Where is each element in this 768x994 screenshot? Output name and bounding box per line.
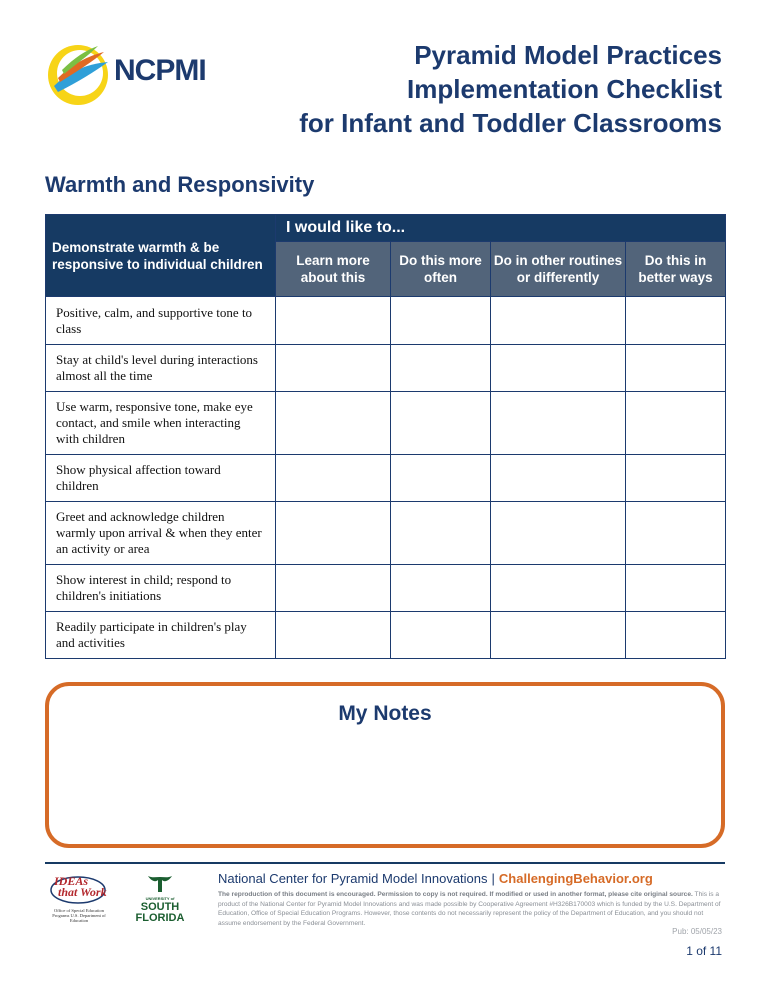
table-row bbox=[46, 612, 726, 659]
checkbox-cell[interactable] bbox=[276, 392, 391, 455]
usf-bull-logo-icon bbox=[146, 872, 174, 894]
column-header-other-routines: Do in other routines or differently bbox=[491, 242, 626, 297]
title-line-1: Pyramid Model Practices bbox=[414, 40, 722, 70]
checkbox-cell[interactable] bbox=[626, 297, 726, 345]
checkbox-cell[interactable] bbox=[276, 565, 391, 612]
checkbox-cell[interactable] bbox=[491, 565, 626, 612]
column-header-learn-more: Learn more about this bbox=[276, 242, 391, 297]
table-row bbox=[46, 502, 726, 565]
usf-logo-line-1: UNIVERSITY of bbox=[145, 896, 175, 901]
ideas-logo-line-1: IDEAs bbox=[54, 874, 89, 888]
publication-date: Pub: 05/05/23 bbox=[672, 927, 722, 936]
practice-item: Use warm, responsive tone, make eye contact, and smile when interacting with children bbox=[46, 392, 276, 455]
checkbox-cell[interactable] bbox=[391, 392, 491, 455]
checkbox-cell[interactable] bbox=[491, 455, 626, 502]
usf-logo bbox=[132, 872, 188, 930]
checkbox-cell[interactable] bbox=[391, 455, 491, 502]
checkbox-cell[interactable] bbox=[276, 612, 391, 659]
footer-divider bbox=[45, 862, 725, 864]
checkbox-cell[interactable] bbox=[391, 565, 491, 612]
footer-legal-text bbox=[218, 890, 722, 928]
checkbox-cell[interactable] bbox=[626, 455, 726, 502]
ncpmi-logo bbox=[44, 42, 216, 108]
checkbox-cell[interactable] bbox=[276, 502, 391, 565]
practice-item: Positive, calm, and supportive tone to class bbox=[46, 297, 276, 345]
checkbox-cell[interactable] bbox=[391, 297, 491, 345]
section-heading: Warmth and Responsivity bbox=[45, 172, 315, 197]
column-header-better-ways: Do this in better ways bbox=[626, 242, 726, 297]
checkbox-cell[interactable] bbox=[491, 297, 626, 345]
ncpmi-logo-text: NCPMI bbox=[114, 54, 206, 87]
table-row bbox=[46, 565, 726, 612]
document-title bbox=[252, 38, 722, 140]
practice-item: Show interest in child; respond to children's initiations bbox=[46, 565, 276, 612]
footer-legal-bold: The reproduction of this document is encouraged. Permission to copy is not required. If modified or used in another format, please cite original source. bbox=[218, 891, 693, 898]
checkbox-cell[interactable] bbox=[391, 502, 491, 565]
footer-url-link[interactable]: ChallengingBehavior.org bbox=[498, 871, 653, 886]
table-row bbox=[46, 392, 726, 455]
checkbox-cell[interactable] bbox=[276, 345, 391, 392]
title-line-2: Implementation Checklist bbox=[407, 74, 722, 104]
practice-item: Stay at child's level during interactions almost all the time bbox=[46, 345, 276, 392]
checkbox-cell[interactable] bbox=[626, 345, 726, 392]
footer-org-line bbox=[218, 871, 653, 886]
ideas-that-work-logo bbox=[48, 874, 108, 930]
table-row bbox=[46, 345, 726, 392]
checkbox-cell[interactable] bbox=[276, 455, 391, 502]
notes-box[interactable] bbox=[45, 682, 725, 848]
group-header: I would like to... bbox=[276, 215, 726, 242]
checkbox-cell[interactable] bbox=[391, 612, 491, 659]
practice-item: Show physical affection toward children bbox=[46, 455, 276, 502]
checkbox-cell[interactable] bbox=[626, 612, 726, 659]
footer-org-name: National Center for Pyramid Model Innovations bbox=[218, 871, 488, 886]
practice-item: Readily participate in children's play and activities bbox=[46, 612, 276, 659]
first-column-header: Demonstrate warmth & be responsive to individual children bbox=[46, 215, 276, 297]
checkbox-cell[interactable] bbox=[491, 345, 626, 392]
table-row bbox=[46, 455, 726, 502]
checkbox-cell[interactable] bbox=[276, 297, 391, 345]
ideas-logo-subtext: Office of Special Education Programs U.S. Department of Education bbox=[52, 908, 106, 923]
checkbox-cell[interactable] bbox=[491, 612, 626, 659]
checkbox-cell[interactable] bbox=[491, 502, 626, 565]
checkbox-cell[interactable] bbox=[626, 502, 726, 565]
checkbox-cell[interactable] bbox=[626, 392, 726, 455]
checkbox-cell[interactable] bbox=[626, 565, 726, 612]
column-header-more-often: Do this more often bbox=[391, 242, 491, 297]
title-line-3: for Infant and Toddler Classrooms bbox=[299, 108, 722, 138]
checkbox-cell[interactable] bbox=[491, 392, 626, 455]
footer-legal-body: This is a product of the National Center for Pyramid Model Innovations and was made possible by Cooperative Agreement #H326B170003 which is funded by the U.S. Department of Education, Office of Special Education Programs. However, those contents do not necessarily represent the policy of the Department of Education, and you should not assume endorsement by the Federal Government. bbox=[218, 891, 721, 927]
usf-logo-line-2: SOUTH FLORIDA bbox=[135, 901, 185, 924]
checklist-table bbox=[45, 214, 726, 659]
notes-title: My Notes bbox=[338, 702, 432, 725]
page-number: 1 of 11 bbox=[686, 944, 722, 958]
practice-item: Greet and acknowledge children warmly upon arrival & when they enter an activity or area bbox=[46, 502, 276, 565]
ideas-logo-line-2: that Work bbox=[58, 885, 107, 899]
ncpmi-logo-icon bbox=[44, 42, 114, 108]
table-row bbox=[46, 297, 726, 345]
checkbox-cell[interactable] bbox=[391, 345, 491, 392]
footer-separator: | bbox=[491, 871, 495, 886]
